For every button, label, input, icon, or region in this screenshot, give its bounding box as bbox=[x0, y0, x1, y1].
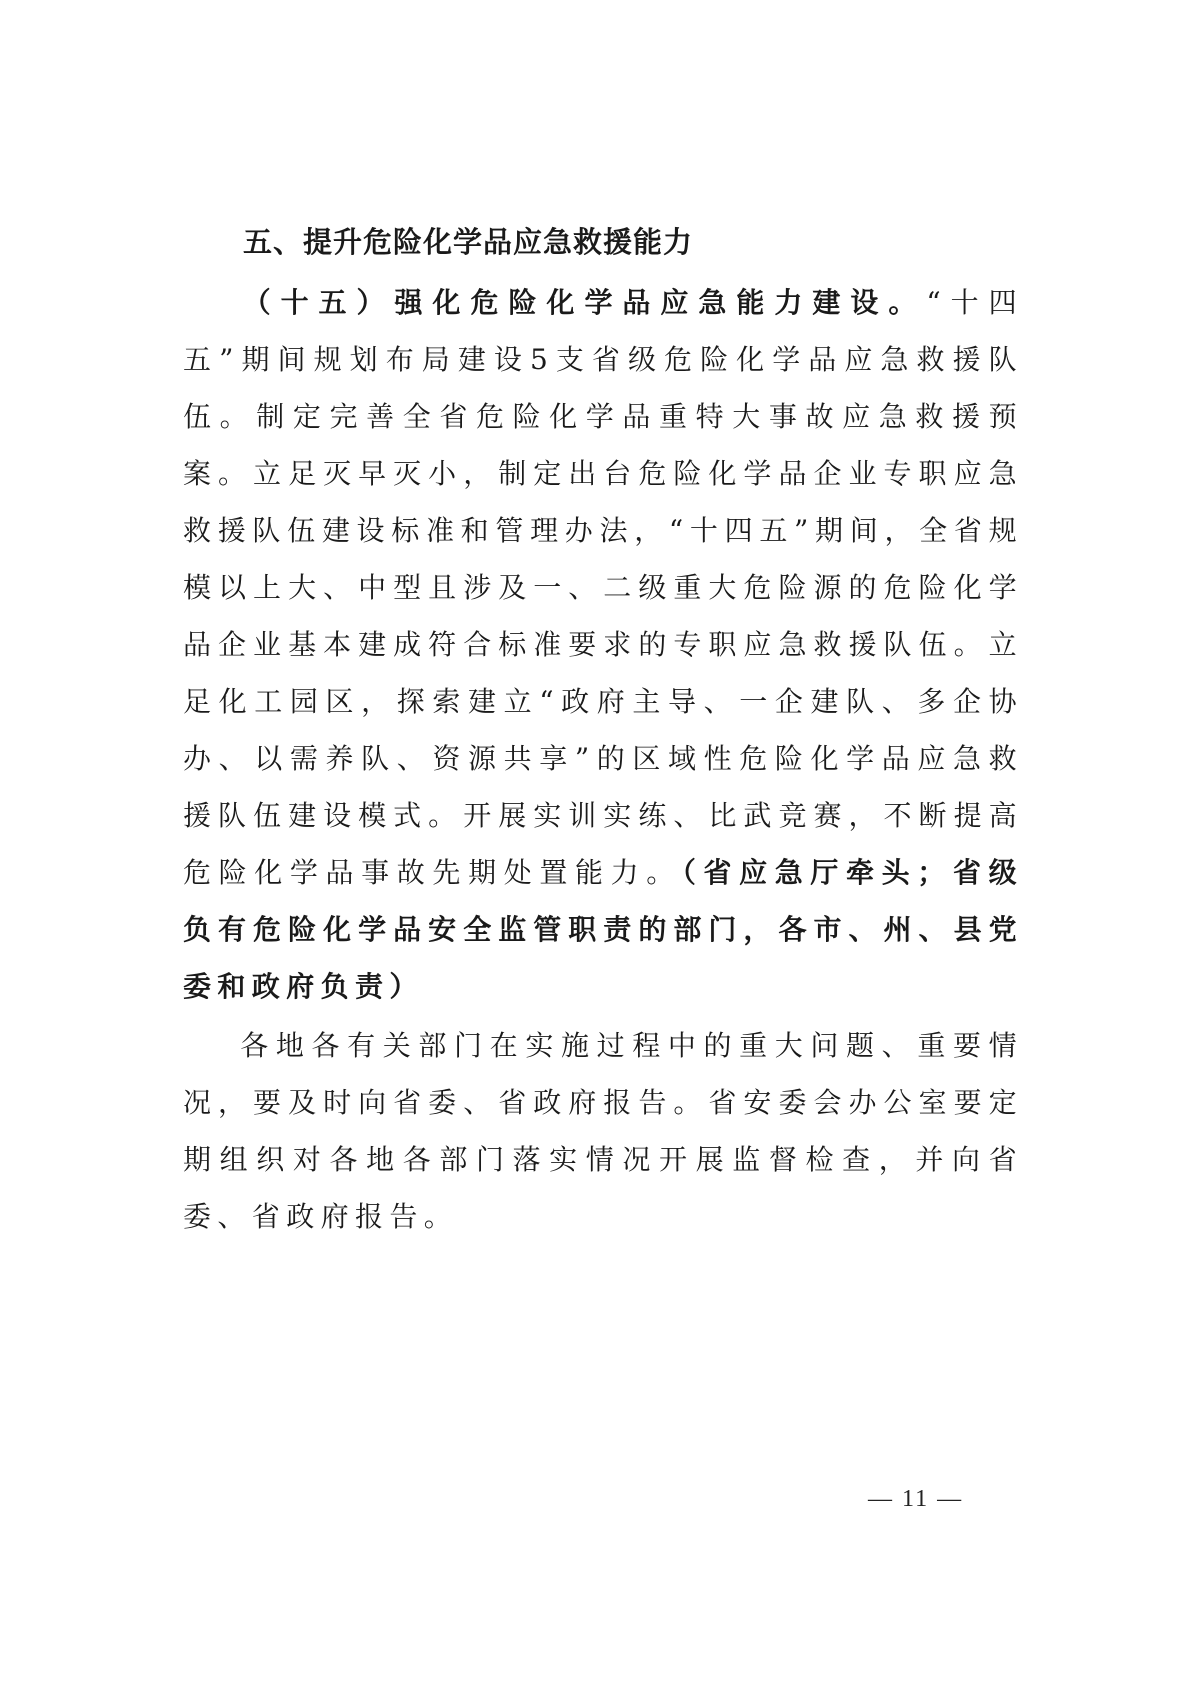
paragraph-strengthen-capacity bbox=[183, 274, 1023, 1015]
paragraph-body: “十四五”期间规划布局建设5支省级危险化学品应急救援队伍。制定完善全省危险化学品重特大事故应急救援预案。立足灭早灭小，制定出台危险化学品企业专职应急救援队伍建设标准和管理办法，“十四五”期间，全省规模以上大、中型且涉及一、二级重大危险源的危险化学品企业基本建成符合标准要求的专职应急救援队伍。立足化工园区，探索建立“政府主导、一企建队、多企协办、以需养队、资源共享”的区域性危险化学品应急救援队伍建设模式。开展实训实练、比武竞赛，不断提高危险化学品事故先期处置能力。 bbox=[183, 286, 1024, 889]
document-body bbox=[183, 222, 1023, 1245]
section-heading: 五、提升危险化学品应急救援能力 bbox=[243, 225, 694, 259]
paragraph-lead-title: （十五）强化危险化学品应急能力建设。 bbox=[239, 286, 927, 319]
paragraph-body: 各地各有关部门在实施过程中的重大问题、重要情况，要及时向省委、省政府报告。省安委会办公室要定期组织对各地各部门落实情况开展监督检查，并向省委、省政府报告。 bbox=[183, 1029, 1023, 1233]
page-number: — 11 — bbox=[868, 1486, 964, 1512]
paragraph-reporting bbox=[183, 1017, 1023, 1245]
paragraph-responsibility-note: （省应急厅牵头；省级负有危险化学品安全监管职责的部门，各市、州、县党委和政府负责） bbox=[183, 856, 1023, 1003]
